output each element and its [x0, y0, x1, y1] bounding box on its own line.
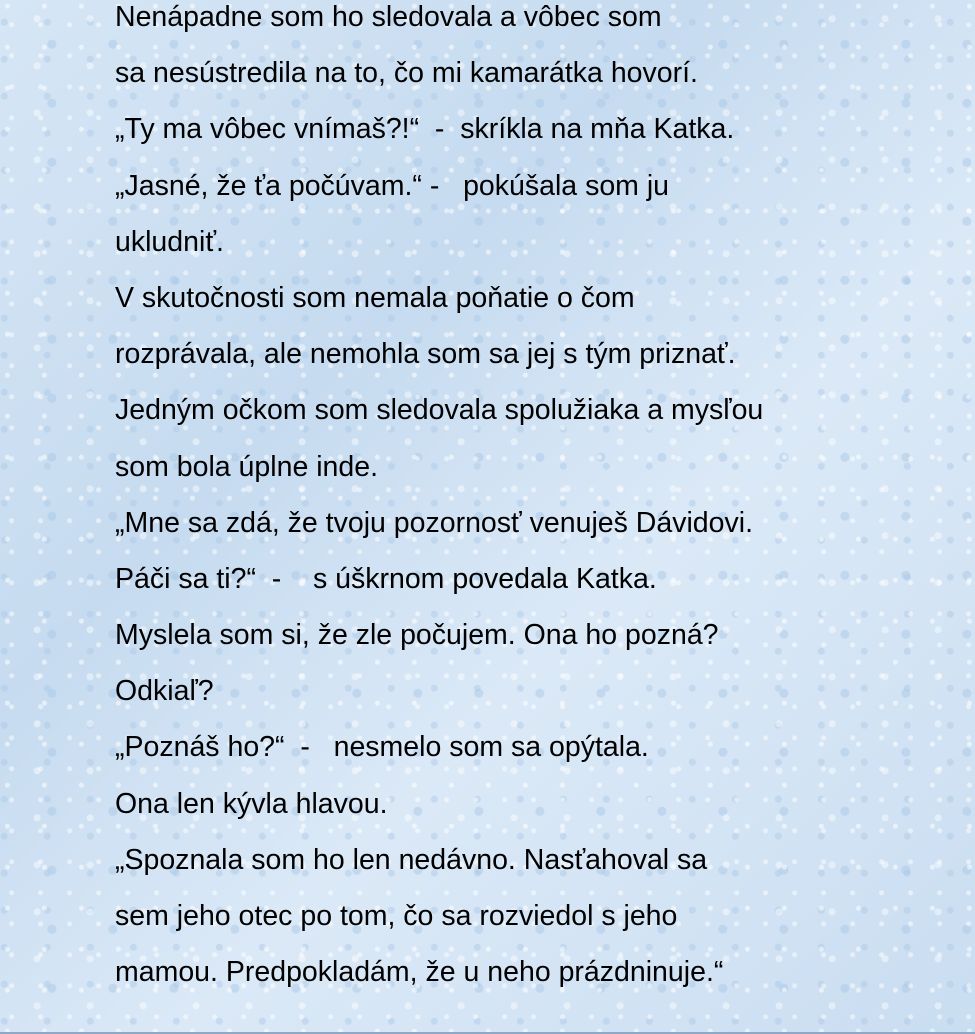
text-line: sa nesústredila na to, čo mi kamarátka hovorí. — [115, 57, 698, 90]
text-line: Jedným očkom som sledovala spolužiaka a mysľou — [115, 394, 764, 427]
text-line: „Poznáš ho?“ - nesmelo som sa opýtala. — [115, 731, 649, 764]
text-line: V skutočnosti som nemala poňatie o čom — [115, 281, 635, 314]
text-line: Odkiaľ? — [115, 675, 214, 708]
text-line: rozprávala, ale nemohla som sa jej s tým priznať. — [115, 338, 736, 371]
text-line: „Spoznala som ho len nedávno. Nasťahoval sa — [115, 843, 708, 876]
text-line: sem jeho otec po tom, čo sa rozviedol s jeho — [115, 900, 678, 932]
text-line: „Ty ma vôbec vnímaš?!“ - skríkla na mňa Katka. — [115, 113, 735, 146]
text-line: Ona len kývla hlavou. — [115, 787, 388, 820]
text-line: mamou. Predpokladám, že u neho prázdninuje.“ — [115, 956, 724, 989]
text-line: „Jasné, že ťa počúvam.“ - pokúšala som ju — [115, 169, 670, 202]
text-line: Páči sa ti?“ - s úškrnom povedala Katka. — [115, 562, 657, 595]
text-line: „Mne sa zdá, že tvoju pozornosť venuješ Dávidovi. — [115, 506, 754, 539]
text-line: ukludniť. — [115, 225, 224, 258]
story-text — [115, 0, 965, 1005]
text-line: Nenápadne som ho sledovala a vôbec som — [115, 1, 662, 33]
text-line: Myslela som si, že zle počujem. Ona ho pozná? — [115, 619, 719, 652]
text-line: som bola úplne inde. — [115, 450, 379, 483]
